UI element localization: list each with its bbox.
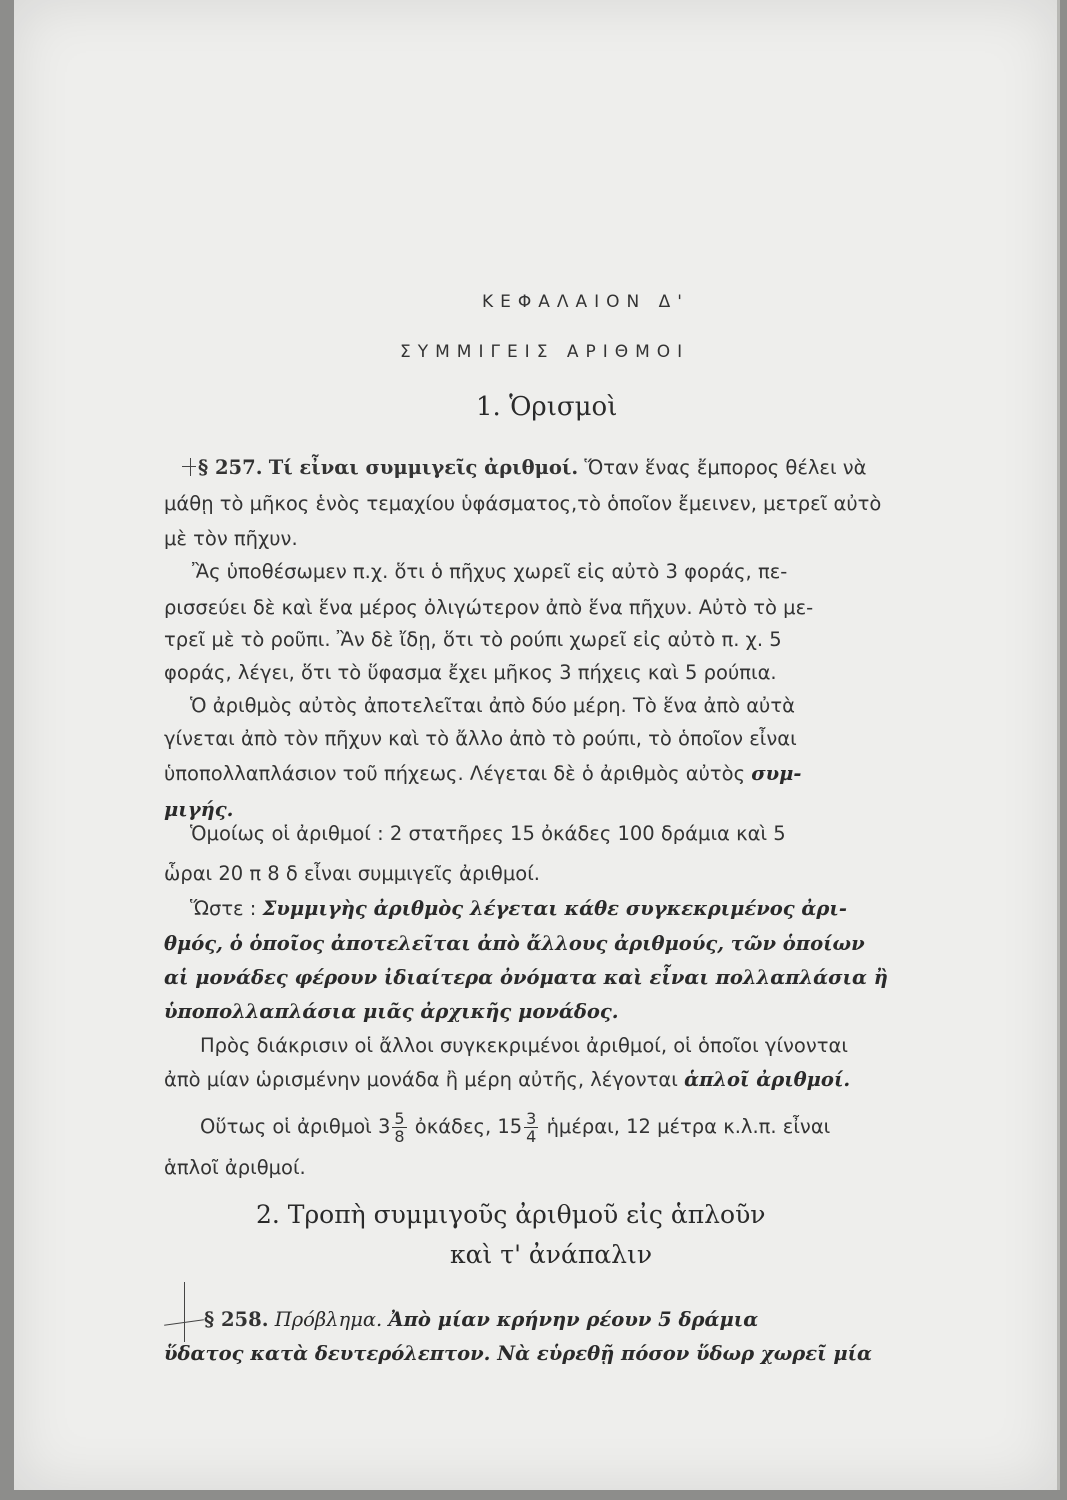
paragraph-number: § 257. <box>198 456 263 479</box>
text-line: Ὅταν ἕνας ἔμπορος θέλει νὰ <box>584 456 867 479</box>
book-page <box>14 0 1060 1490</box>
fraction <box>392 1110 406 1145</box>
text-line: μὲ τὸν πῆχυν. <box>164 527 298 550</box>
pencil-mark <box>190 458 191 476</box>
fraction-numerator: 3 <box>526 1109 537 1128</box>
example-line <box>200 1110 830 1145</box>
pencil-mark <box>184 1282 185 1342</box>
term-italic: συμ- <box>751 762 802 785</box>
fraction-denominator: 8 <box>394 1127 405 1146</box>
definition-first-line <box>190 897 847 920</box>
section-2-heading-line-2: καὶ τ' ἀνάπαλιν <box>450 1240 653 1269</box>
text-line: ἀπὸ μίαν ὡρισμένην μονάδα ἢ μέρη αὐτῆς, λέγονται <box>164 1068 678 1091</box>
fraction-numerator: 5 <box>394 1109 405 1128</box>
text-line: Ὁ ἀριθμὸς αὐτὸς ἀποτελεῖται ἀπὸ δύο μέρη. Τὸ ἕνα ἀπὸ αὐτὰ <box>190 694 795 717</box>
pencil-mark <box>182 466 196 467</box>
example-text: ὀκάδες, 15 <box>414 1115 523 1138</box>
simple-numbers-term: ἁπλοῖ ἀριθμοί. <box>684 1068 851 1091</box>
paragraph-title: Τί εἶναι συμμιγεῖς ἀριθμοί. <box>268 456 579 479</box>
example-text: ἡμέραι, 12 μέτρα κ.λ.π. εἶναι <box>546 1115 831 1138</box>
section-2-heading-line-1: 2. Τροπὴ συμμιγοῦς ἀριθμοῦ εἰς ἁπλοῦν <box>256 1200 766 1229</box>
paragraph-number: § 258. <box>204 1308 269 1331</box>
definition-lead: Ὥστε : <box>190 897 257 920</box>
text-line: τρεῖ μὲ τὸ ροῦπι. Ἂν δὲ ἴδῃ, ὅτι τὸ ρούπι χωρεῖ εἰς αὐτὸ π. χ. 5 <box>164 628 782 651</box>
text-line: Πρὸς διάκρισιν οἱ ἄλλοι συγκεκριμένοι ἀριθμοί, οἱ ὁποῖοι γίνονται <box>200 1034 848 1057</box>
definition-text: Συμμιγὴς ἀριθμὸς λέγεται κάθε συγκεκριμένος ἀρι- <box>262 897 847 920</box>
chapter-title: ΣΥΜΜΙΓΕΙΣ ΑΡΙΘΜΟΙ <box>400 342 690 362</box>
definition-text: αἱ μονάδες φέρουν ἰδιαίτερα ὀνόματα καὶ εἶναι πολλαπλάσια ἢ <box>164 966 888 989</box>
text-line: ὧραι 20 π 8 δ εἶναι συμμιγεῖς ἀριθμοί. <box>164 862 540 885</box>
section-1-heading: 1. Ὁρισμοὶ <box>476 392 618 422</box>
text-line: Ὁμοίως οἱ ἀριθμοί : 2 στατῆρες 15 ὀκάδες 100 δράμια καὶ 5 <box>190 822 786 845</box>
fraction-denominator: 4 <box>526 1127 537 1146</box>
text-line: ὑποπολλαπλάσιον τοῦ πήχεως. Λέγεται δὲ ὁ ἀριθμὸς αὐτὸς <box>164 762 746 785</box>
text-line: γίνεται ἀπὸ τὸν πῆχυν καὶ τὸ ἄλλο ἀπὸ τὸ ρούπι, τὸ ὁποῖον εἶναι <box>164 727 797 750</box>
problem-text: Ἀπὸ μίαν κρήνην ρέουν 5 δράμια <box>388 1308 759 1331</box>
text-line: ἁπλοῖ ἀριθμοί. <box>164 1156 306 1179</box>
fraction <box>524 1110 538 1145</box>
paragraph-257-first-line <box>198 456 867 479</box>
term-italic-cont: μιγής. <box>164 798 234 821</box>
text-line-with-term <box>164 1068 850 1091</box>
text-line: Ἂς ὑποθέσωμεν π.χ. ὅτι ὁ πῆχυς χωρεῖ εἰς αὐτὸ 3 φοράς, πε- <box>192 560 788 583</box>
paragraph-title: Πρόβλημα. <box>274 1308 383 1331</box>
text-line: φοράς, λέγει, ὅτι τὸ ὕφασμα ἔχει μῆκος 3 πήχεις καὶ 5 ρούπια. <box>164 661 777 684</box>
definition-text: ὑποπολλαπλάσια μιᾶς ἀρχικῆς μονάδος. <box>164 1000 619 1023</box>
definition-text: θμός, ὁ ὁποῖος ἀποτελεῖται ἀπὸ ἄλλους ἀριθμούς, τῶν ὁποίων <box>164 932 865 955</box>
text-line: ρισσεύει δὲ καὶ ἕνα μέρος ὀλιγώτερον ἀπὸ ἕνα πῆχυν. Αὐτὸ τὸ με- <box>164 596 814 619</box>
paragraph-258-first-line <box>204 1308 758 1331</box>
text-line-with-term <box>164 762 802 785</box>
problem-text: ὕδατος κατὰ δευτερόλεπτον. Νὰ εὑρεθῇ πόσον ὕδωρ χωρεῖ μία <box>164 1342 873 1365</box>
chapter-label: ΚΕΦΑΛΑΙΟΝ Δ' <box>482 292 689 312</box>
example-text: Οὕτως οἱ ἀριθμοὶ 3 <box>200 1115 391 1138</box>
text-line: μάθῃ τὸ μῆκος ἑνὸς τεμαχίου ὑφάσματος,τὸ ὁποῖον ἔμεινεν, μετρεῖ αὐτὸ <box>164 492 882 515</box>
